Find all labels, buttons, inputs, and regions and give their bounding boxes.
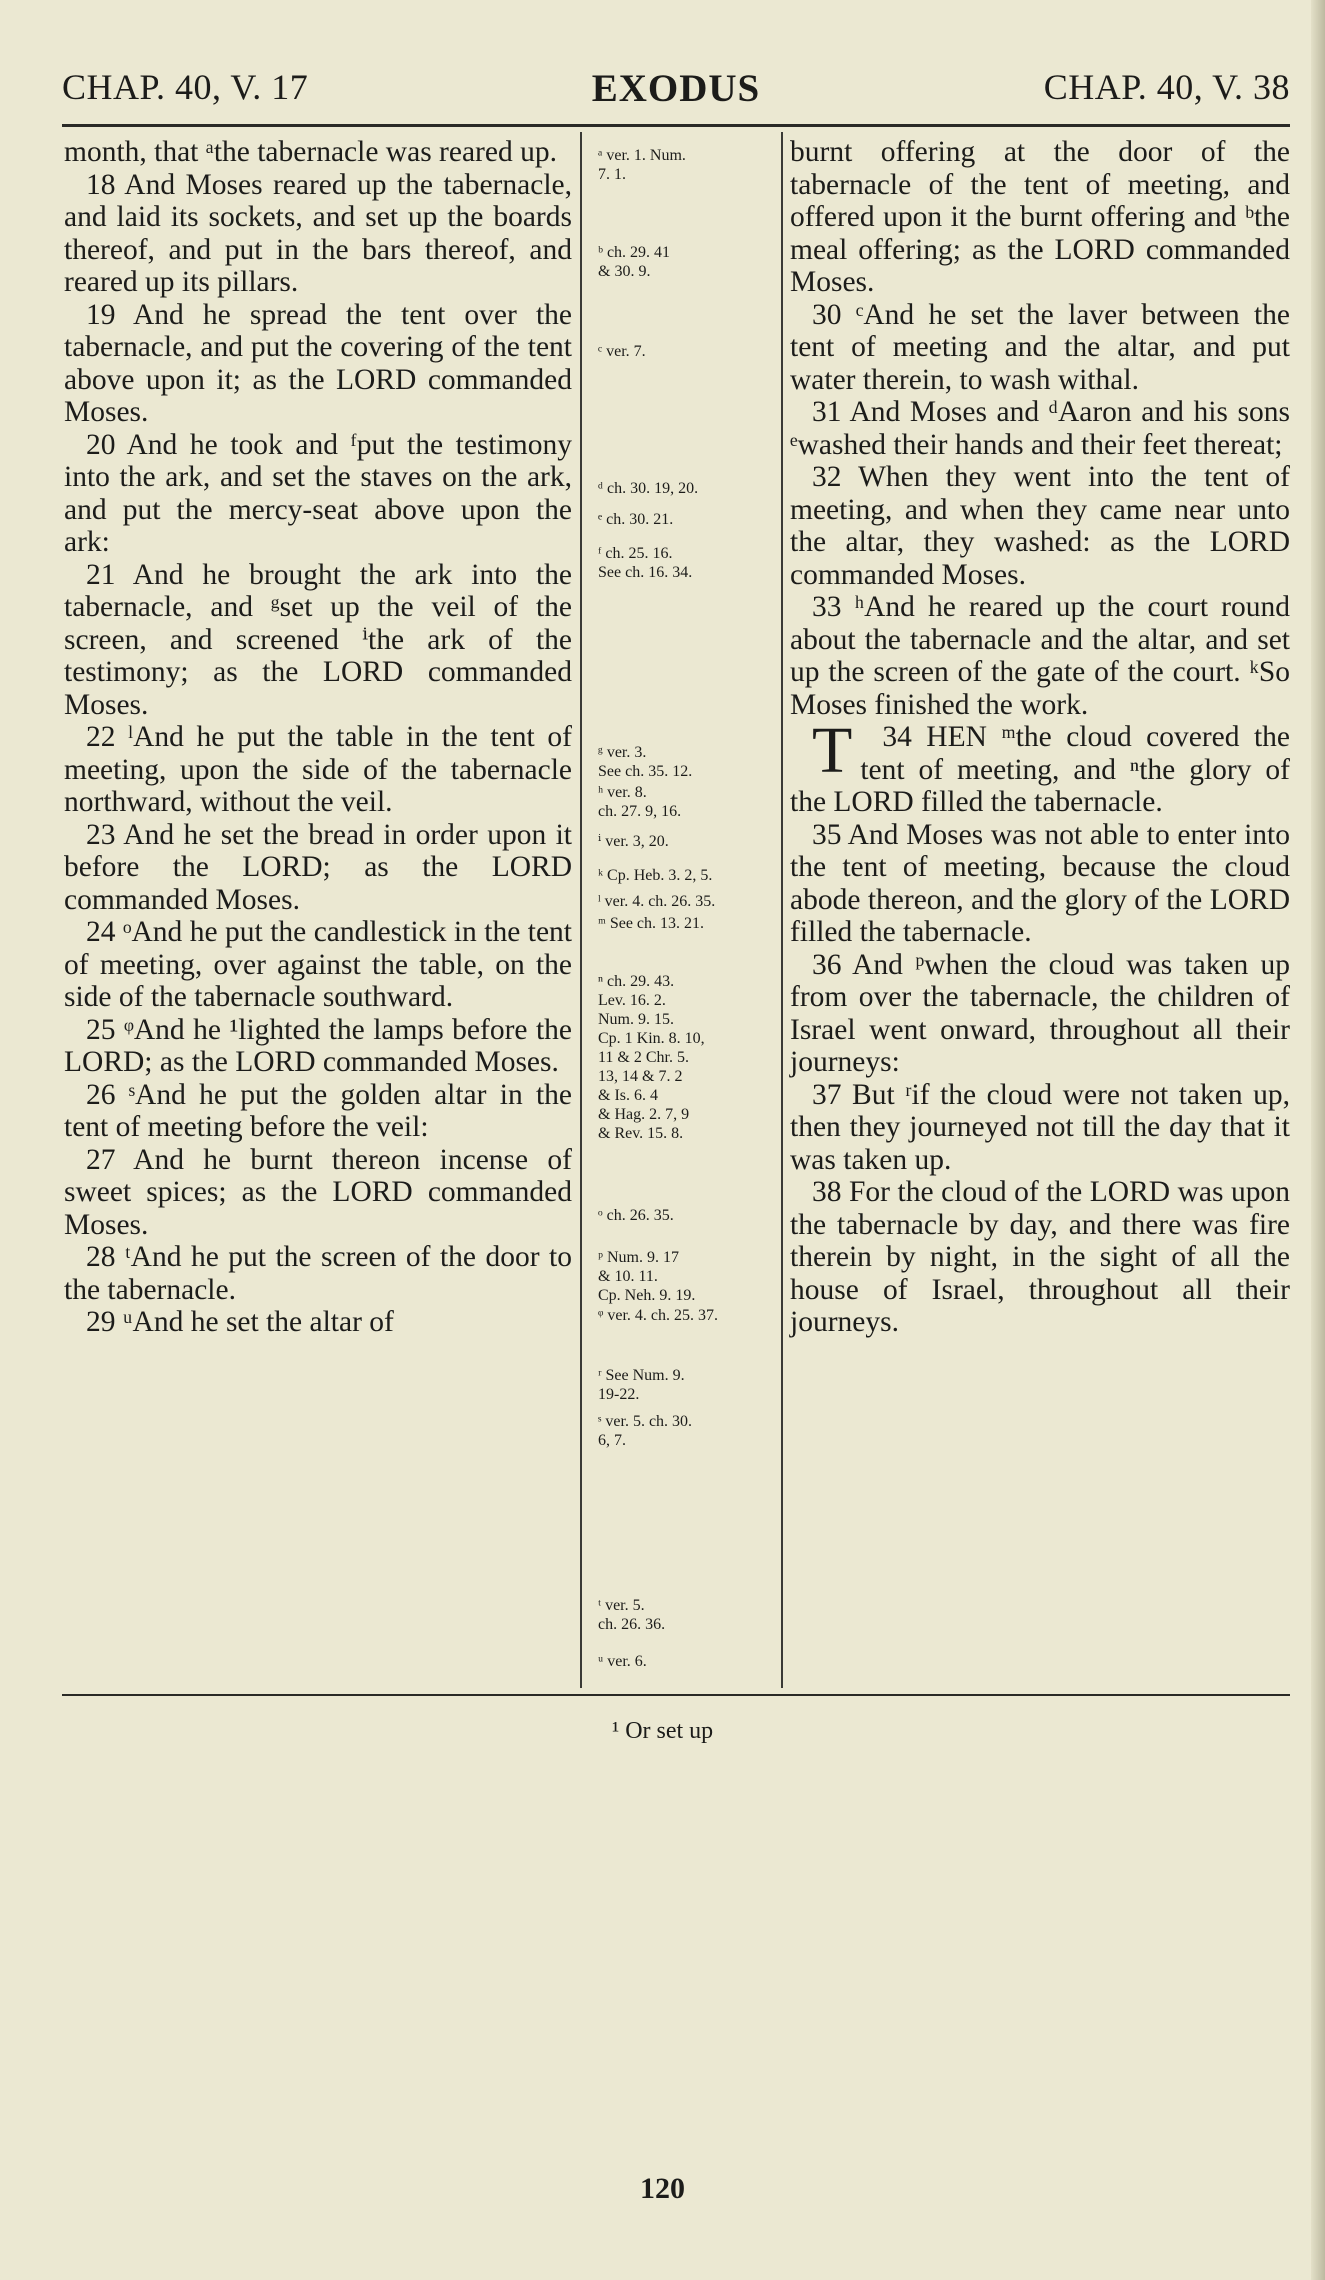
verse-31: 31 And Moses and ᵈAaron and his sons ᵉwashed their hands and their feet thereat; xyxy=(790,396,1290,461)
header-left-reference: CHAP. 40, V. 17 xyxy=(62,67,309,107)
margin-ref: ᵖ Num. 9. 17 & 10. 11. Cp. Neh. 9. 19. xyxy=(598,1249,696,1304)
margin-ref: ᵉ ch. 30. 21. xyxy=(598,511,674,528)
margin-ref: ᵗ ver. 5. ch. 26. 36. xyxy=(598,1597,666,1633)
margin-ref: ᵈ ch. 30. 19, 20. xyxy=(598,480,699,497)
verse-33: 33 ʰAnd he reared up the court round about the tabernacle and the altar, and set up the screen of the gate of the court. ᵏSo Moses finished the work. xyxy=(790,591,1290,721)
verse-17-end: month, that ᵃthe tabernacle was reared up. xyxy=(64,136,557,168)
verse-26: 26 ˢAnd he put the golden altar in the tent of meeting before the veil: xyxy=(64,1078,572,1143)
margin-ref: ᵘ ver. 6. xyxy=(598,1653,647,1670)
margin-ref: ⁱ ver. 3, 20. xyxy=(598,833,669,850)
verse-34-number: 34 xyxy=(882,721,912,753)
verse-28: 28 ᵗAnd he put the screen of the door to the tabernacle. xyxy=(64,1241,572,1306)
footnote: ¹ Or set up xyxy=(612,1718,714,1744)
column-divider-right xyxy=(781,132,783,1688)
margin-ref: ˢ ver. 5. ch. 30. 6, 7. xyxy=(598,1413,693,1449)
verse-23: 23 And he set the bread in order upon it before the LORD; as the LORD commanded Moses. xyxy=(64,818,572,916)
verse-20: 20 And he took and ᶠput the testimony into the ark, and set the staves on the ark, and put the mercy-seat above upon the ark: xyxy=(64,428,572,558)
verse-27: 27 And he burnt thereon incense of sweet spices; as the LORD commanded Moses. xyxy=(64,1143,572,1241)
header-book-title: EXODUS xyxy=(591,67,761,110)
verse-35: 35 And Moses was not able to enter into the tent of meeting, because the cloud abode thereon, and the glory of the LORD filled the tabernacle. xyxy=(790,818,1290,948)
running-header xyxy=(62,66,1290,122)
verse-38: 38 For the cloud of the LORD was upon the tabernacle by day, and there was fire therein by night, in the sight of all the house of Israel, throughout all their journeys. xyxy=(790,1176,1290,1338)
margin-ref: ᶠ ch. 25. 16. See ch. 16. 34. xyxy=(598,545,693,581)
margin-ref: ˡ ver. 4. ch. 26. 35. xyxy=(598,893,716,910)
verse-21: 21 And he brought the ark into the tabernacle, and ᵍset up the veil of the screen, and screened ⁱthe ark of the testimony; as the LORD commanded Moses. xyxy=(64,558,572,721)
page-edge xyxy=(1311,0,1325,2280)
margin-ref: ᵠ ver. 4. ch. 25. 37. xyxy=(598,1307,718,1324)
verse-22: 22 ˡAnd he put the table in the tent of meeting, upon the side of the tabernacle northward, without the veil. xyxy=(64,721,572,818)
verse-29-end: burnt offering at the door of the tabernacle of the tent of meeting, and offered upon it the burnt offering and ᵇthe meal offering; as the LORD commanded Moses. xyxy=(790,136,1290,298)
header-rule xyxy=(62,124,1290,127)
verse-36: 36 And ᵖwhen the cloud was taken up from over the tabernacle, the children of Israel went onward, throughout all their journeys: xyxy=(790,948,1290,1078)
margin-ref: ᵇ ch. 29. 41 & 30. 9. xyxy=(598,244,671,280)
verse-34 xyxy=(790,714,1290,819)
verse-34-dropcap: T xyxy=(812,714,853,787)
verse-19: 19 And he spread the tent over the tabernacle, and put the covering of the tent above upon it; as the LORD commanded Moses. xyxy=(64,298,572,428)
margin-ref: ⁿ ch. 29. 43. Lev. 16. 2. Num. 9. 15. Cp. 1 Kin. 8. 10, 11 & 2 Chr. 5. 13, 14 & 7. 2 & Is. 6. 4 & Hag. 2. 7, 9 & Rev. 15. 8. xyxy=(598,973,705,1142)
margin-ref: ᵍ ver. 3. See ch. 35. 12. xyxy=(598,744,693,780)
margin-ref: ʳ See Num. 9. 19-22. xyxy=(598,1367,685,1403)
verse-24: 24 ᵒAnd he put the candlestick in the tent of meeting, over against the table, on the side of the tabernacle southward. xyxy=(64,916,572,1013)
margin-references-column xyxy=(592,136,772,1682)
margin-ref: ᵃ ver. 1. Num. 7. 1. xyxy=(598,147,686,183)
right-text-column xyxy=(790,136,1290,1339)
verse-32: 32 When they went into the tent of meeting, and when they came near unto the altar, they washed: as the LORD commanded Moses. xyxy=(790,461,1290,591)
page-number: 120 xyxy=(640,2172,685,2205)
header-right-reference: CHAP. 40, V. 38 xyxy=(1043,67,1290,107)
footnote-rule xyxy=(62,1694,1290,1696)
verse-29-start: 29 ᵘAnd he set the altar of xyxy=(86,1306,394,1338)
margin-ref: ᶜ ver. 7. xyxy=(598,343,646,360)
column-divider-left xyxy=(580,132,582,1688)
margin-ref: ᵏ Cp. Heb. 3. 2, 5. xyxy=(598,867,713,884)
verse-18: 18 And Moses reared up the tabernacle, and laid its sockets, and set up the boards thereof, and put in the bars thereof, and reared up its pillars. xyxy=(64,168,572,298)
verse-34-text: HEN ᵐthe cloud covered the tent of meeting, and ⁿthe glory of the LORD filled the tabernacle. xyxy=(790,721,1290,818)
verse-25: 25 ᵠAnd he ¹lighted the lamps before the LORD; as the LORD commanded Moses. xyxy=(64,1013,572,1078)
verse-30: 30 ᶜAnd he set the laver between the tent of meeting and the altar, and put water therein, to wash withal. xyxy=(790,298,1290,396)
margin-ref: ᵒ ch. 26. 35. xyxy=(598,1207,674,1224)
margin-ref: ʰ ver. 8. ch. 27. 9, 16. xyxy=(598,784,682,820)
verse-37: 37 But ʳif the cloud were not taken up, then they journeyed not till the day that it was taken up. xyxy=(790,1078,1290,1176)
left-text-column xyxy=(64,136,572,1339)
margin-ref: ᵐ See ch. 13. 21. xyxy=(598,915,705,932)
